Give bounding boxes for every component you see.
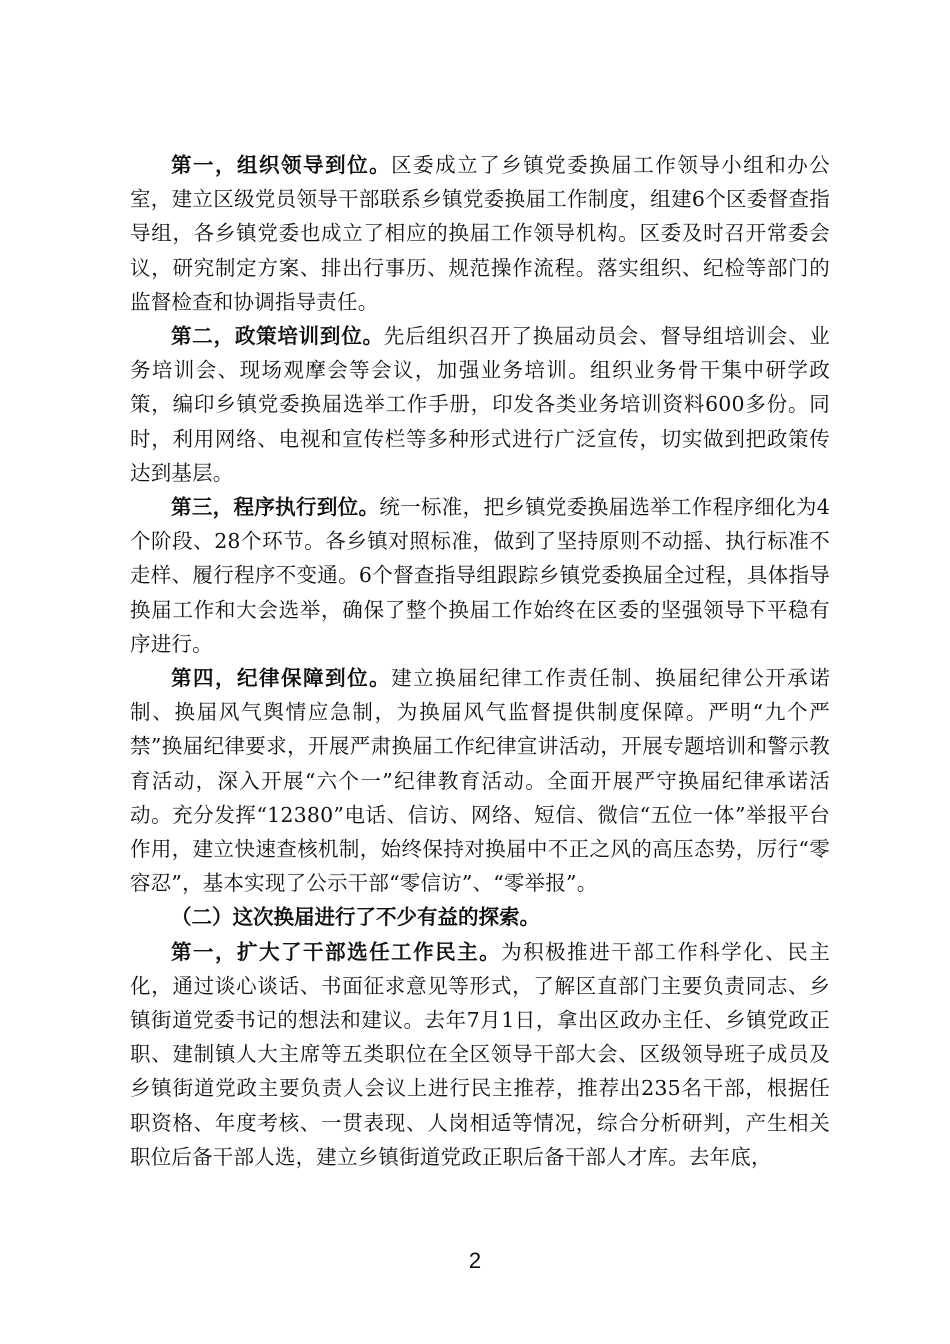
paragraph-organization bbox=[130, 148, 830, 319]
paragraph-procedure bbox=[130, 490, 830, 661]
paragraph-text: 先后组织召开了换届动员会、督导组培训会、业务培训会、现场观摩会等会议，加强业务培训。组织业务骨干集中研学政策，编印乡镇党委换届选举工作手册，印发各类业务培训资料600多份。同时，利用网络、电视和宣传栏等多种形式进行广泛宣传，切实做到把政策传达到基层。 bbox=[130, 324, 830, 485]
paragraph-democracy bbox=[130, 935, 830, 1174]
paragraph-text: 统一标准，把乡镇党委换届选举工作程序细化为4个阶段、28个环节。各乡镇对照标准，做到了坚持原则不动摇、执行标准不走样、履行程序不变通。6个督查指导组跟踪乡镇党委换届全过程，具体指导换届工作和大会选举，确保了整个换届工作始终在区委的坚强领导下平稳有序进行。 bbox=[130, 495, 830, 656]
paragraph-discipline bbox=[130, 661, 830, 900]
paragraph-lead: 第三，程序执行到位。 bbox=[171, 495, 380, 520]
paragraph-text: 建立换届纪律工作责任制、换届纪律公开承诺制、换届风气舆情应急制，为换届风气监督提供制度保障。严明“九个严禁”换届纪律要求，开展严肃换届工作纪律宣讲活动，开展专题培训和警示教育活动，深入开展“六个一”纪律教育活动。全面开展严守换届纪律承诺活动。充分发挥“12380”电话、信访、网络、短信、微信“五位一体”举报平台作用，建立快速查核机制，始终保持对换届中不正之风的高压态势，厉行“零容忍”，基本实现了公示干部“零信访”、“零举报”。 bbox=[130, 666, 831, 896]
paragraph-lead: 第四，纪律保障到位。 bbox=[171, 666, 392, 691]
document-body bbox=[130, 148, 830, 1174]
paragraph-lead: 第二，政策培训到位。 bbox=[171, 324, 384, 349]
page-number: 2 bbox=[468, 1248, 482, 1273]
paragraph-text: 为积极推进干部工作科学化、民主化，通过谈心谈话、书面征求意见等形式，了解区直部门主要负责同志、乡镇街道党委书记的想法和建议。去年7月1日，拿出区政办主任、乡镇党政正职、建制镇人大主席等五类职位在全区领导干部大会、区级领导班子成员及乡镇街道党政主要负责人会议上进行民主推荐，推荐出235名干部，根据任职资格、年度考核、一贯表现、人岗相适等情况，综合分析研判，产生相关职位后备干部人选，建立乡镇街道党政正职后备干部人才库。去年底， bbox=[130, 939, 831, 1169]
paragraph-lead: 第一，组织领导到位。 bbox=[171, 153, 392, 177]
section-heading: （二）这次换届进行了不少有益的探索。 bbox=[171, 905, 540, 930]
paragraph-lead: 第一，扩大了干部选任工作民主。 bbox=[171, 939, 502, 964]
paragraph-policy-training bbox=[130, 319, 830, 490]
paragraph-text: 区委成立了乡镇党委换届工作领导小组和办公室，建立区级党员领导干部联系乡镇党委换届工作制度，组建6个区委督查指导组，各乡镇党委也成立了相应的换届工作领导机构。区委及时召开常委会议，研究制定方案、排出行事历、规范操作流程。落实组织、纪检等部门的监督检查和协调指导责任。 bbox=[130, 153, 831, 314]
